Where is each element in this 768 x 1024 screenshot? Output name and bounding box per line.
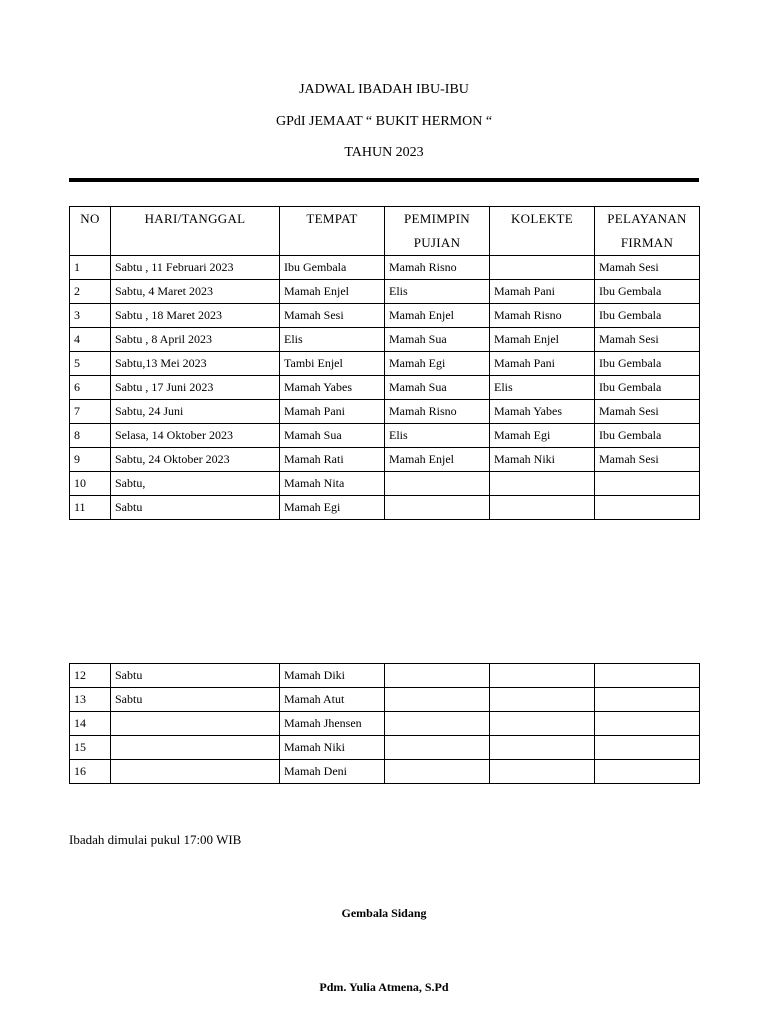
table-cell-worship-leader [385,472,490,496]
table-cell-sermon: Mamah Sesi [595,256,700,280]
table-row [70,472,700,496]
table-row [70,496,700,520]
table-cell-offering [490,760,595,784]
column-header-line: FIRMAN [620,235,674,250]
table-cell-date [111,736,280,760]
table-cell-place: Mamah Pani [280,400,385,424]
table-cell-sermon: Mamah Sesi [595,400,700,424]
table-cell-offering [490,712,595,736]
table-cell-place: Mamah Egi [280,496,385,520]
table-cell-no: 9 [70,448,111,472]
table-cell-worship-leader [385,736,490,760]
table-cell-place: Mamah Niki [280,736,385,760]
table-cell-date: Sabtu, [111,472,280,496]
schedule-year: TAHUN 2023 [344,145,424,160]
table-row [70,736,700,760]
table-cell-date: Sabtu , 8 April 2023 [111,328,280,352]
table-cell-worship-leader: Mamah Enjel [385,304,490,328]
table-cell-offering: Mamah Niki [490,448,595,472]
table-cell-worship-leader: Mamah Enjel [385,448,490,472]
table-cell-sermon: Ibu Gembala [595,304,700,328]
column-header-line: PUJIAN [413,235,461,250]
table-cell-worship-leader [385,496,490,520]
table-row [70,304,700,328]
column-header-no [70,207,111,256]
column-header-worship-leader [385,207,490,256]
table-row [70,280,700,304]
table-cell-place: Mamah Sesi [280,304,385,328]
church-name: GPdI JEMAAT “ BUKIT HERMON “ [275,114,493,129]
table-cell-no: 1 [70,256,111,280]
column-header-line: PEMIMPIN [404,211,470,226]
table-cell-date: Sabtu [111,664,280,688]
table-cell-date: Selasa, 14 Oktober 2023 [111,424,280,448]
table-cell-date: Sabtu , 18 Maret 2023 [111,304,280,328]
table-cell-date: Sabtu,13 Mei 2023 [111,352,280,376]
table-cell-date: Sabtu [111,496,280,520]
document-title: JADWAL IBADAH IBU-IBU [299,82,469,97]
table-cell-place: Mamah Jhensen [280,712,385,736]
table-cell-offering [490,688,595,712]
table-cell-no: 5 [70,352,111,376]
table-cell-worship-leader: Mamah Sua [385,376,490,400]
signatory-name: Pdm. Yulia Atmena, S.Pd [319,980,449,994]
column-header-place [280,207,385,256]
table-cell-no: 14 [70,712,111,736]
table-cell-sermon: Mamah Sesi [595,328,700,352]
schedule-table [69,206,700,520]
column-header-line: TEMPAT [306,211,358,226]
table-row [70,328,700,352]
table-cell-place: Mamah Sua [280,424,385,448]
table-cell-place: Mamah Diki [280,664,385,688]
table-row [70,400,700,424]
table-cell-offering: Mamah Pani [490,280,595,304]
table-cell-place: Mamah Enjel [280,280,385,304]
signatory-title: Gembala Sidang [341,906,427,920]
table-cell-no: 13 [70,688,111,712]
table-cell-date: Sabtu, 4 Maret 2023 [111,280,280,304]
table-cell-worship-leader: Mamah Risno [385,256,490,280]
table-cell-sermon: Mamah Sesi [595,448,700,472]
table-cell-sermon: Ibu Gembala [595,280,700,304]
table-cell-sermon [595,664,700,688]
table-cell-worship-leader: Mamah Egi [385,352,490,376]
table-cell-sermon: Ibu Gembala [595,352,700,376]
table-cell-no: 8 [70,424,111,448]
column-header-line: PELAYANAN [607,211,687,226]
table-cell-no: 7 [70,400,111,424]
table-cell-sermon [595,496,700,520]
table-cell-no: 11 [70,496,111,520]
table-cell-date: Sabtu , 17 Juni 2023 [111,376,280,400]
table-cell-no: 15 [70,736,111,760]
table-row [70,448,700,472]
table-cell-offering: Mamah Pani [490,352,595,376]
schedule-table-continued [69,663,700,784]
table-row [70,664,700,688]
table-cell-sermon [595,688,700,712]
table-cell-date: Sabtu, 24 Juni [111,400,280,424]
table-cell-place: Mamah Nita [280,472,385,496]
table-cell-offering [490,256,595,280]
table-cell-place: Tambi Enjel [280,352,385,376]
table-cell-date: Sabtu, 24 Oktober 2023 [111,448,280,472]
table-cell-sermon [595,712,700,736]
table-cell-date: Sabtu , 11 Februari 2023 [111,256,280,280]
table-cell-place: Mamah Rati [280,448,385,472]
table-row [70,688,700,712]
table-cell-worship-leader [385,760,490,784]
table-cell-place: Mamah Deni [280,760,385,784]
table-cell-sermon [595,736,700,760]
table-cell-sermon: Ibu Gembala [595,376,700,400]
table-cell-no: 4 [70,328,111,352]
table-cell-offering: Elis [490,376,595,400]
table-header-row [70,207,700,256]
column-header-line: NO [80,211,100,226]
table-row [70,424,700,448]
table-cell-worship-leader [385,712,490,736]
table-cell-no: 6 [70,376,111,400]
table-cell-worship-leader: Mamah Sua [385,328,490,352]
table-row [70,256,700,280]
table-row [70,352,700,376]
column-header-date [111,207,280,256]
table-cell-offering [490,496,595,520]
table-cell-worship-leader: Mamah Risno [385,400,490,424]
table-cell-sermon [595,472,700,496]
table-cell-sermon: Ibu Gembala [595,424,700,448]
table-cell-worship-leader: Elis [385,280,490,304]
table-cell-date: Sabtu [111,688,280,712]
table-row [70,376,700,400]
service-time-note: Ibadah dimulai pukul 17:00 WIB [69,832,242,847]
table-cell-date [111,760,280,784]
column-header-line: KOLEKTE [510,211,574,226]
table-cell-place: Ibu Gembala [280,256,385,280]
column-header-line: HARI/TANGGAL [144,211,246,226]
column-header-sermon [595,207,700,256]
table-cell-worship-leader [385,688,490,712]
header-rule [69,178,699,182]
table-row [70,712,700,736]
table-cell-offering: Mamah Risno [490,304,595,328]
table-cell-no: 2 [70,280,111,304]
table-row [70,760,700,784]
table-cell-offering: Mamah Egi [490,424,595,448]
table-cell-offering: Mamah Enjel [490,328,595,352]
table-cell-no: 16 [70,760,111,784]
table-cell-offering [490,664,595,688]
table-cell-no: 12 [70,664,111,688]
table-cell-place: Elis [280,328,385,352]
table-cell-worship-leader [385,664,490,688]
table-cell-no: 10 [70,472,111,496]
column-header-offering [490,207,595,256]
table-cell-place: Mamah Atut [280,688,385,712]
table-cell-date [111,712,280,736]
table-cell-no: 3 [70,304,111,328]
table-cell-offering [490,472,595,496]
table-cell-place: Mamah Yabes [280,376,385,400]
table-cell-offering [490,736,595,760]
table-cell-offering: Mamah Yabes [490,400,595,424]
table-cell-sermon [595,760,700,784]
table-cell-worship-leader: Elis [385,424,490,448]
